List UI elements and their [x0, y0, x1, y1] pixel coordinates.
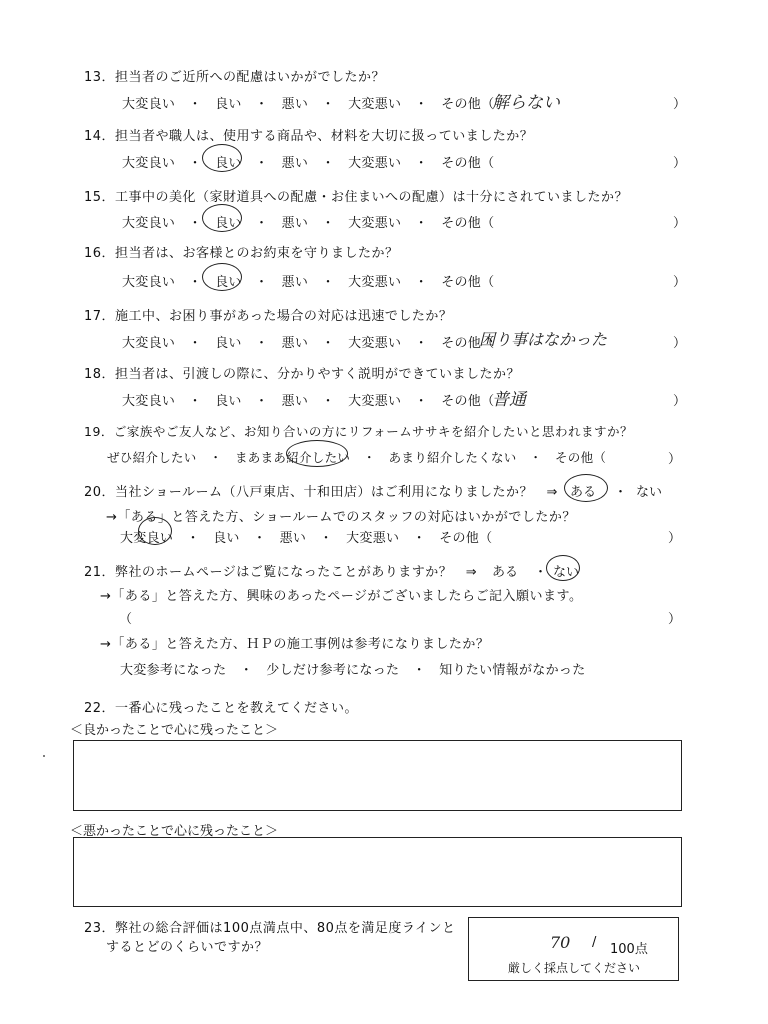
q19-close-paren: ）: [668, 452, 682, 467]
q21-selected-circle: [546, 555, 580, 581]
q20-rating-circle: [138, 517, 172, 545]
q19-question: 19．ご家族やご友人など、お知り合いの方にリフォームササキを紹介したいと思われますか？: [84, 424, 634, 439]
q13-options: 大変良い ・ 良い ・ 悪い ・ 大変悪い ・ その他（: [122, 97, 495, 112]
q20-options: 大変良い ・ 良い ・ 悪い ・ 大変悪い ・ その他（: [120, 531, 493, 546]
scan-speck: [43, 755, 45, 757]
q17-question: 17．施工中、お困り事があった場合の対応は迅速でしたか？: [84, 309, 453, 324]
q14-options: 大変良い ・ 良い ・ 悪い ・ 大変悪い ・ その他（: [122, 156, 495, 171]
q15-options: 大変良い ・ 良い ・ 悪い ・ 大変悪い ・ その他（: [122, 216, 495, 231]
q21-options: 大変参考になった ・ 少しだけ参考になった ・ 知りたい情報がなかった: [120, 663, 586, 678]
q17-close-paren: ）: [673, 336, 687, 351]
q18-handwritten-answer: 普通: [492, 390, 526, 410]
q22-bad-label: ＜悪かったことで心に残ったこと＞: [70, 824, 279, 839]
q22-bad-answer-box[interactable]: [73, 837, 682, 907]
q21-answer-yes: ある: [492, 565, 519, 580]
q23-score: 70: [550, 933, 571, 952]
q21-question: 21．弊社のホームページはご覧になったことがありますか？ ⇒: [84, 565, 478, 580]
q22-good-label: ＜良かったことで心に残ったこと＞: [70, 723, 279, 738]
q16-options: 大変良い ・ 良い ・ 悪い ・ 大変悪い ・ その他（: [122, 275, 495, 290]
q19-options: ぜひ紹介したい ・ まあまあ紹介したい ・ あまり紹介したくない ・ その他（: [107, 450, 607, 465]
q23-question-line1: 23．弊社の総合評価は100点満点中、80点を満足度ラインと: [84, 921, 456, 936]
q20-answer-sep: ・: [614, 485, 628, 500]
q22-good-answer-box[interactable]: [73, 740, 682, 811]
q23-max-points: 100点: [610, 942, 648, 957]
q14-close-paren: ）: [673, 156, 687, 171]
q20-question: 20．当社ショールーム（八戸東店、十和田店）はご利用になりましたか？ ⇒: [84, 485, 558, 500]
q21-answer-no: ない: [553, 565, 580, 580]
q21-followup1: →「ある」と答えた方、興味のあったページがございましたらご記入願います。: [100, 589, 583, 604]
q20-answer-no: ない: [636, 485, 663, 500]
q21-open-paren: （: [119, 612, 133, 627]
q13-close-paren: ）: [673, 97, 687, 112]
q23-slash: /: [592, 935, 597, 950]
q18-question: 18．担当者は、引渡しの際に、分かりやすく説明ができていましたか？: [84, 367, 521, 382]
q22-question: 22．一番心に残ったことを教えてください。: [84, 701, 359, 716]
q20-followup: →「ある」と答えた方、ショールームでのスタッフの対応はいかがでしたか？: [106, 510, 576, 525]
q16-selected-circle: [202, 263, 242, 291]
q16-close-paren: ）: [673, 275, 687, 290]
q17-options: 大変良い ・ 良い ・ 悪い ・ 大変悪い ・ その他（: [122, 336, 495, 351]
q17-handwritten-answer: 困り事はなかった: [479, 330, 608, 349]
q13-handwritten-answer: 解らない: [492, 93, 560, 113]
q20-answer-yes: ある: [570, 485, 597, 500]
q13-question: 13．担当者のご近所への配慮はいかがでしたか？: [84, 70, 386, 85]
q18-options: 大変良い ・ 良い ・ 悪い ・ 大変悪い ・ その他（: [122, 394, 495, 409]
q23-question-line2: するとどのくらいですか？: [106, 940, 269, 955]
q21-close-paren: ）: [668, 612, 682, 627]
q20-selected-circle: [564, 474, 608, 502]
q15-selected-circle: [202, 204, 242, 232]
q14-selected-circle: [202, 144, 242, 172]
q21-answer-sep: ・: [534, 565, 548, 580]
q19-selected-circle: [286, 440, 348, 467]
q20-close-paren: ）: [668, 531, 682, 546]
q18-close-paren: ）: [673, 394, 687, 409]
q15-close-paren: ）: [673, 216, 687, 231]
q16-question: 16．担当者は、お客様とのお約束を守りましたか？: [84, 246, 399, 261]
q21-followup2: →「ある」と答えた方、ＨＰの施工事例は参考になりましたか？: [100, 637, 490, 652]
q15-question: 15．工事中の美化（家財道具への配慮・お住まいへの配慮）は十分にされていましたか？: [84, 190, 629, 205]
q23-note: 厳しく採点してください: [508, 961, 641, 975]
q14-question: 14．担当者や職人は、使用する商品や、材料を大切に扱っていましたか？: [84, 129, 534, 144]
